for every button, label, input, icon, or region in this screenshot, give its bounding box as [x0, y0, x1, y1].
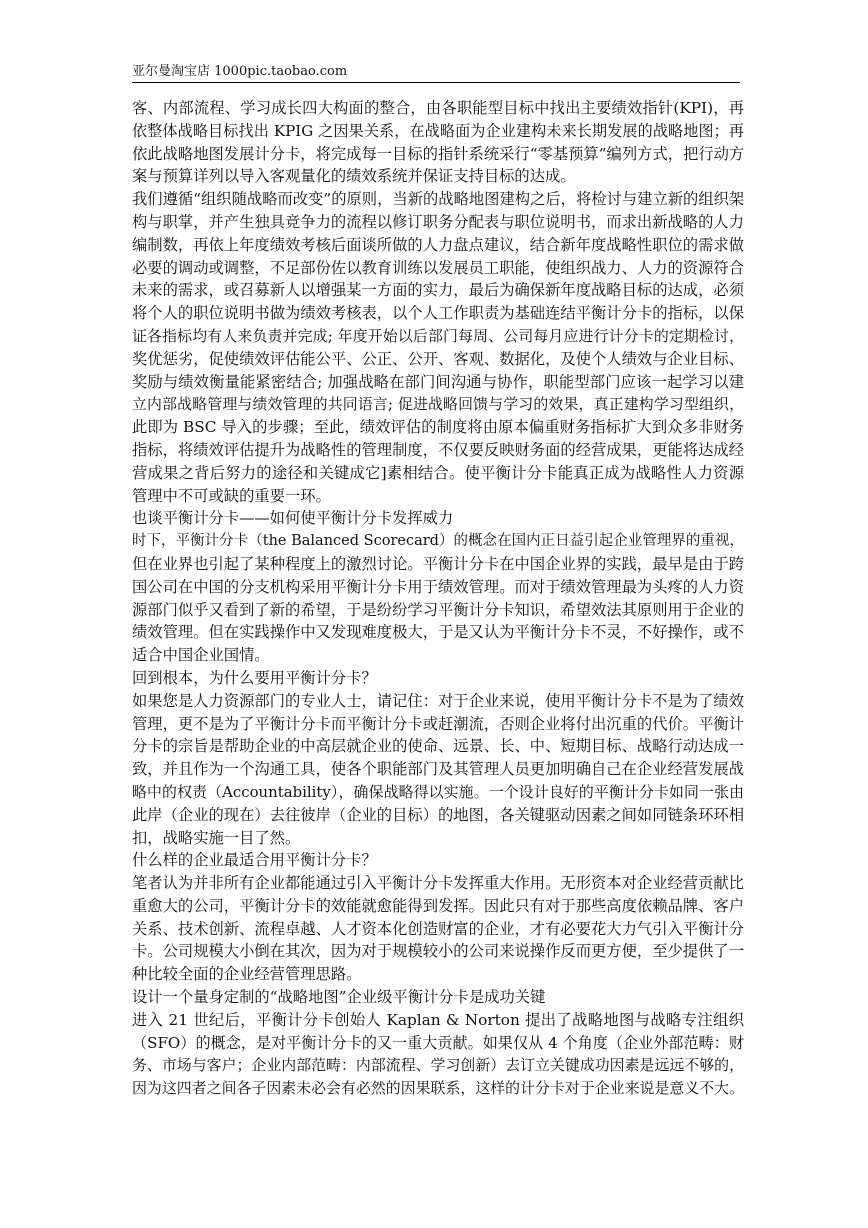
text-line: 依整体战略目标找出 KPIG 之因果关系，在战略面为企业建构未来长期发展的战略地图；再: [132, 121, 744, 140]
text-line: 立内部战略管理与绩效管理的共同语言; 促进战略回馈与学习的效果，真正建构学习型组织，: [132, 395, 744, 414]
text-line: 国公司在中国的分支机构采用平衡计分卡用于绩效管理。而对于绩效管理最为头疼的人力资: [132, 577, 744, 596]
text-line: 适合中国企业国情。: [132, 646, 270, 665]
text-line: 扣，战略实施一目了然。: [132, 828, 301, 847]
document-body: [132, 97, 744, 1100]
text-line: 关系、技术创新、流程卓越、人才资本化创造财富的企业，才有必要花大力气引入平衡计分: [132, 919, 744, 938]
text-line: 奖优惩劣，促使绩效评估能公平、公正、公开、客观、数据化，及使个人绩效与企业目标、: [132, 349, 744, 368]
text-line: 时下，平衡计分卡（the Balanced Scorecard）的概念在国内正日益引起企业管理界的重视，: [132, 533, 744, 550]
text-line: 案与预算详列以导入客观量化的绩效系统并保证支持目标的达成。: [132, 167, 576, 186]
text-line: 将个人的职位说明书做为绩效考核表，以个人工作职责为基础连结平衡计分卡的指标，以保: [132, 304, 744, 323]
text-line: 证各指标均有人来负责并完成; 年度开始以后部门每周、公司每月应进行计分卡的定期检讨，: [132, 326, 744, 345]
text-line: 绩效管理。但在实践操作中又发现难度极大，于是又认为平衡计分卡不灵，不好操作，或不: [132, 623, 744, 642]
text-line: 奖励与绩效衡量能紧密结合; 加强战略在部门间沟通与协作，职能型部门应该一起学习以建: [132, 372, 744, 391]
text-line: 必要的调动或调整，不足部份佐以教育训练以发展员工职能，使组织战力、人力的资源符合: [132, 258, 744, 277]
text-line: 此岸（企业的现在）去往彼岸（企业的目标）的地图，各关键驱动因素之间如同链条环环相: [132, 805, 744, 824]
text-line: 分卡的宗旨是帮助企业的中高层就企业的使命、远景、长、中、短期目标、战略行动达成一: [132, 737, 744, 756]
text-line: 但在业界也引起了某种程度上的激烈讨论。平衡计分卡在中国企业界的实践，最早是由于跨: [132, 554, 744, 573]
text-line: 种比较全面的企业经营管理思路。: [132, 965, 362, 984]
text-line: 回到根本，为什么要用平衡计分卡？: [132, 668, 377, 687]
text-line: 笔者认为并非所有企业都能通过引入平衡计分卡发挥重大作用。无形资本对企业经营贡献比: [132, 874, 744, 893]
text-line: 进入 21 世纪后，平衡计分卡创始人 Kaplan & Norton 提出了战略地图与战略专注组织: [132, 1010, 744, 1029]
text-line: 指标，将绩效评估提升为战略性的管理制度，不仅要反映财务面的经营成果，更能将达成经: [132, 440, 744, 459]
text-line: 略中的权责（Accountability），确保战略得以实施。一个设计良好的平衡计分卡如同一张由: [132, 782, 744, 801]
text-line: 什么样的企业最适合用平衡计分卡？: [132, 851, 377, 870]
text-line: 致，并且作为一个沟通工具，使各个职能部门及其管理人员更加明确自己在企业经营发展战: [132, 760, 744, 779]
text-line: 卡。公司规模大小倒在其次，因为对于规模较小的公司来说操作反而更方便，至少提供了一: [132, 942, 744, 961]
text-line: 因为这四者之间各子因素未必会有必然的因果联系，这样的计分卡对于企业来说是意义不大。: [132, 1079, 744, 1098]
header-text: 亚尔曼淘宝店 1000pic.taobao.com: [132, 64, 348, 79]
text-line: 我们遵循“组织随战略而改变”的原则，当新的战略地图建构之后，将检讨与建立新的组织架: [132, 190, 745, 209]
text-line: 如果您是人力资源部门的专业人士，请记住：对于企业来说，使用平衡计分卡不是为了绩效: [132, 691, 744, 710]
text-line: 管理，更不是为了平衡计分卡而平衡计分卡或赶潮流，否则企业将付出沉重的代价。平衡计: [132, 714, 744, 733]
text-line: 务、市场与客户；企业内部范畴：内部流程、学习创新）去订立关键成功因素是远远不够的，: [132, 1056, 744, 1075]
text-line: 构与职掌，并产生独具竞争力的流程以修订职务分配表与职位说明书，而求出新战略的人力: [132, 212, 744, 231]
text-line: 源部门似乎又看到了新的希望，于是纷纷学习平衡计分卡知识，希望效法其原则用于企业的: [132, 600, 744, 619]
text-line: 编制数，再依上年度绩效考核后面谈所做的人力盘点建议，结合新年度战略性职位的需求做: [132, 235, 744, 254]
text-line: 客、内部流程、学习成长四大构面的整合，由各职能型目标中找出主要绩效指针(KPI)，再: [132, 99, 744, 117]
text-line: 也谈平衡计分卡——如何使平衡计分卡发挥威力: [132, 509, 454, 528]
text-line: 未来的需求，或召募新人以增强某一方面的实力，最后为确保新年度战略目标的达成，必须: [132, 281, 744, 300]
page-header: [132, 62, 740, 83]
text-line: 依此战略地图发展计分卡，将完成每一目标的指针系统采行“零基预算”编列方式，把行动方: [132, 144, 745, 163]
text-line: 重愈大的公司，平衡计分卡的效能就愈能得到发挥。因此只有对于那些高度依赖品牌、客户: [132, 896, 744, 915]
text-line: 管理中不可或缺的重要一环。: [132, 486, 331, 505]
text-line: 营成果之背后努力的途径和关键成它]素相结合。使平衡计分卡能真正成为战略性人力资源: [132, 463, 744, 482]
text-line: （SFO）的概念，是对平衡计分卡的又一重大贡献。如果仅从 4 个角度（企业外部范畴：财: [132, 1033, 744, 1052]
text-line: 此即为 BSC 导入的步骤；至此，绩效评估的制度将由原本偏重财务指标扩大到众多非财务: [132, 418, 744, 437]
text-line: 设计一个量身定制的“战略地图”企业级平衡计分卡是成功关键: [132, 988, 546, 1007]
